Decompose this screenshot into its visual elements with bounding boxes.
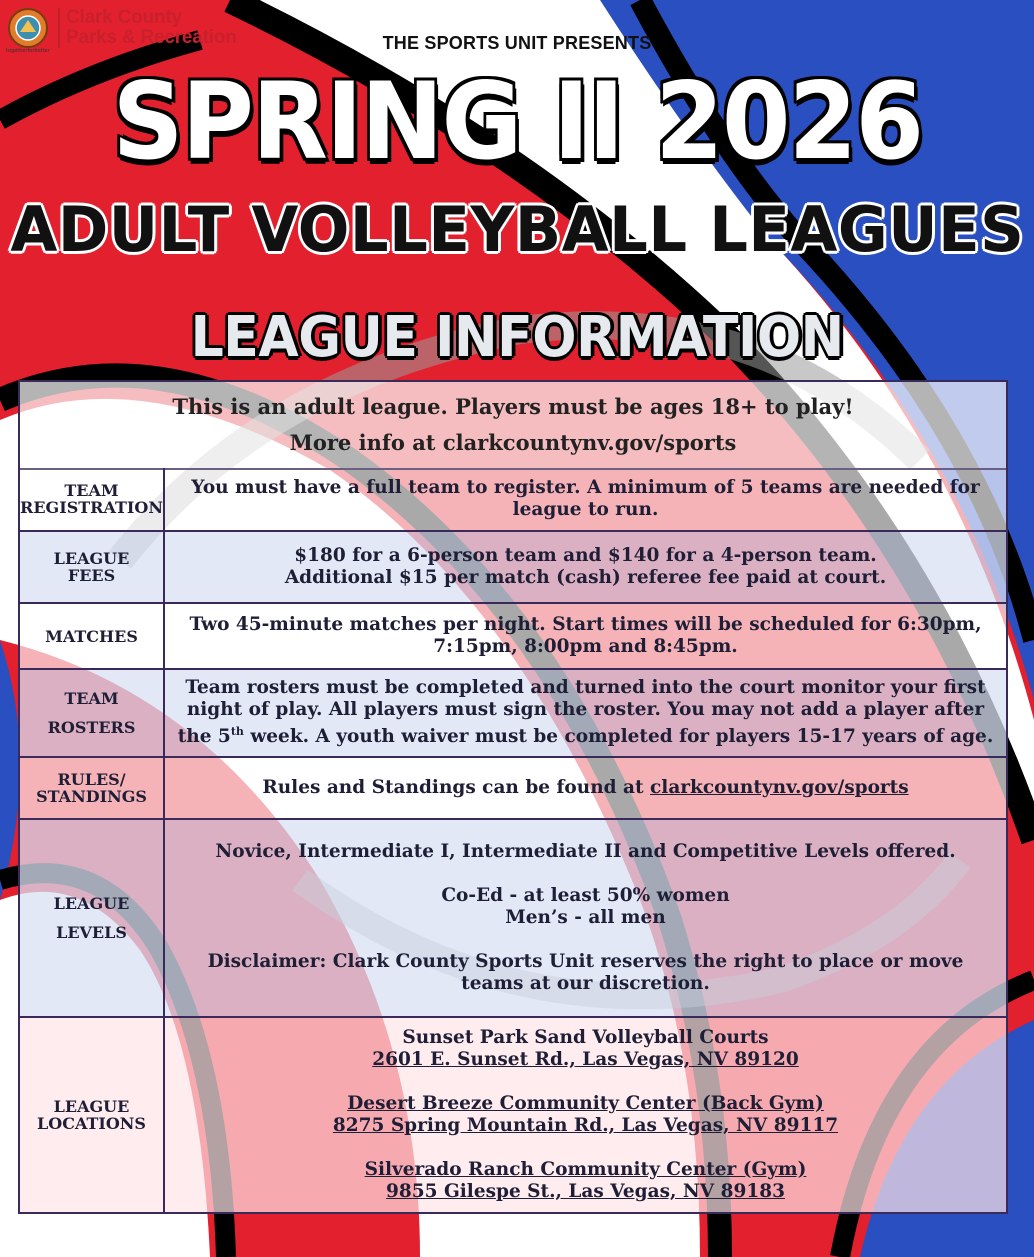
row-content xyxy=(165,604,1006,668)
section-heading: LEAGUE INFORMATION xyxy=(190,305,844,370)
rules-label-line1: RULES/ xyxy=(57,770,126,789)
row-rules-standings xyxy=(20,758,1006,820)
row-label xyxy=(20,820,165,1016)
levels-mens: Men’s - all men xyxy=(505,907,666,928)
levels-offered: Novice, Intermediate I, Intermediate II and Competitive Levels offered. xyxy=(215,841,956,862)
fees-referee: Additional $15 per match (cash) referee fee paid at court. xyxy=(284,567,887,588)
page-subtitle: ADULT VOLLEYBALL LEAGUES xyxy=(10,193,1025,266)
location-2-name[interactable]: Desert Breeze Community Center (Back Gym) xyxy=(347,1093,824,1114)
fees-team-prices: $180 for a 6-person team and $140 for a 4-person team. xyxy=(294,545,877,566)
row-content xyxy=(165,1018,1006,1212)
levels-label-line1: LEAGUE xyxy=(53,894,130,913)
section-heading-wrap xyxy=(0,302,1034,374)
levels-disclaimer: Disclaimer: Clark County Sports Unit reserves the right to place or move teams at our discretion. xyxy=(207,951,964,994)
row-label xyxy=(20,758,165,818)
page-title-wrap xyxy=(0,62,1034,182)
levels-label-line2: LEVELS xyxy=(56,923,127,942)
row-label: LEAGUE FEES xyxy=(20,532,165,602)
org-name-line1: Clark County xyxy=(66,7,182,28)
rosters-text xyxy=(175,677,996,748)
subtitle-wrap xyxy=(0,188,1034,272)
row-label: LEAGUE LOCATIONS xyxy=(20,1018,165,1212)
row-content xyxy=(165,758,1006,818)
row-team-registration xyxy=(20,468,1006,532)
row-content xyxy=(165,820,1006,1016)
row-league-fees xyxy=(20,532,1006,604)
location-3-address[interactable]: 9855 Gilespe St., Las Vegas, NV 89183 xyxy=(386,1181,785,1202)
row-team-rosters xyxy=(20,670,1006,758)
presents-line: THE SPORTS UNIT PRESENTS xyxy=(382,33,652,53)
row-label xyxy=(20,670,165,756)
row-content xyxy=(165,532,1006,602)
rosters-text-a: Team rosters must be completed and turned into the court monitor your first night of play. All players must sign the roster. You may not add a player after the 5 xyxy=(177,677,986,748)
seal-tagline: togetherforbetter xyxy=(6,48,50,54)
intro-box xyxy=(20,382,1006,470)
location-2-address[interactable]: 8275 Spring Mountain Rd., Las Vegas, NV 89117 xyxy=(332,1115,839,1136)
row-matches xyxy=(20,604,1006,670)
row-content xyxy=(165,670,1006,756)
row-label: MATCHES xyxy=(20,604,165,668)
rosters-text-b: week. A youth waiver must be completed for players 15-17 years of age. xyxy=(243,726,994,748)
page-title: SPRING II 2026 xyxy=(112,60,922,183)
location-3-name[interactable]: Silverado Ranch Community Center (Gym) xyxy=(364,1159,807,1180)
org-name-line2: Parks & Recreation xyxy=(66,27,237,48)
intro-more-info: More info at clarkcountynv.gov/sports xyxy=(289,430,737,455)
row-league-levels xyxy=(20,820,1006,1018)
rosters-sup: th xyxy=(230,725,244,739)
rules-text-wrap xyxy=(262,777,908,799)
league-info-table xyxy=(18,380,1008,1214)
row-label: TEAM REGISTRATION xyxy=(20,468,165,530)
rules-link[interactable]: clarkcountynv.gov/sports xyxy=(650,777,909,798)
rules-text: Rules and Standings can be found at xyxy=(262,777,651,798)
row-league-locations xyxy=(20,1018,1006,1212)
location-1-address[interactable]: 2601 E. Sunset Rd., Las Vegas, NV 89120 xyxy=(372,1049,799,1070)
location-1-name: Sunset Park Sand Volleyball Courts xyxy=(402,1027,769,1048)
rosters-label-line2: ROSTERS xyxy=(47,718,136,737)
levels-coed: Co-Ed - at least 50% women xyxy=(441,885,730,906)
row-content xyxy=(165,468,1006,530)
registration-text: You must have a full team to register. A minimum of 5 teams are needed for league to run. xyxy=(191,477,980,520)
matches-text: Two 45-minute matches per night. Start times will be scheduled for 6:30pm, 7:15pm, 8:00pm and 8:45pm. xyxy=(189,614,982,657)
rules-label-line2: STANDINGS xyxy=(36,787,147,806)
intro-age-requirement: This is an adult league. Players must be ages 18+ to play! xyxy=(172,394,854,419)
rosters-label-line1: TEAM xyxy=(64,689,119,708)
